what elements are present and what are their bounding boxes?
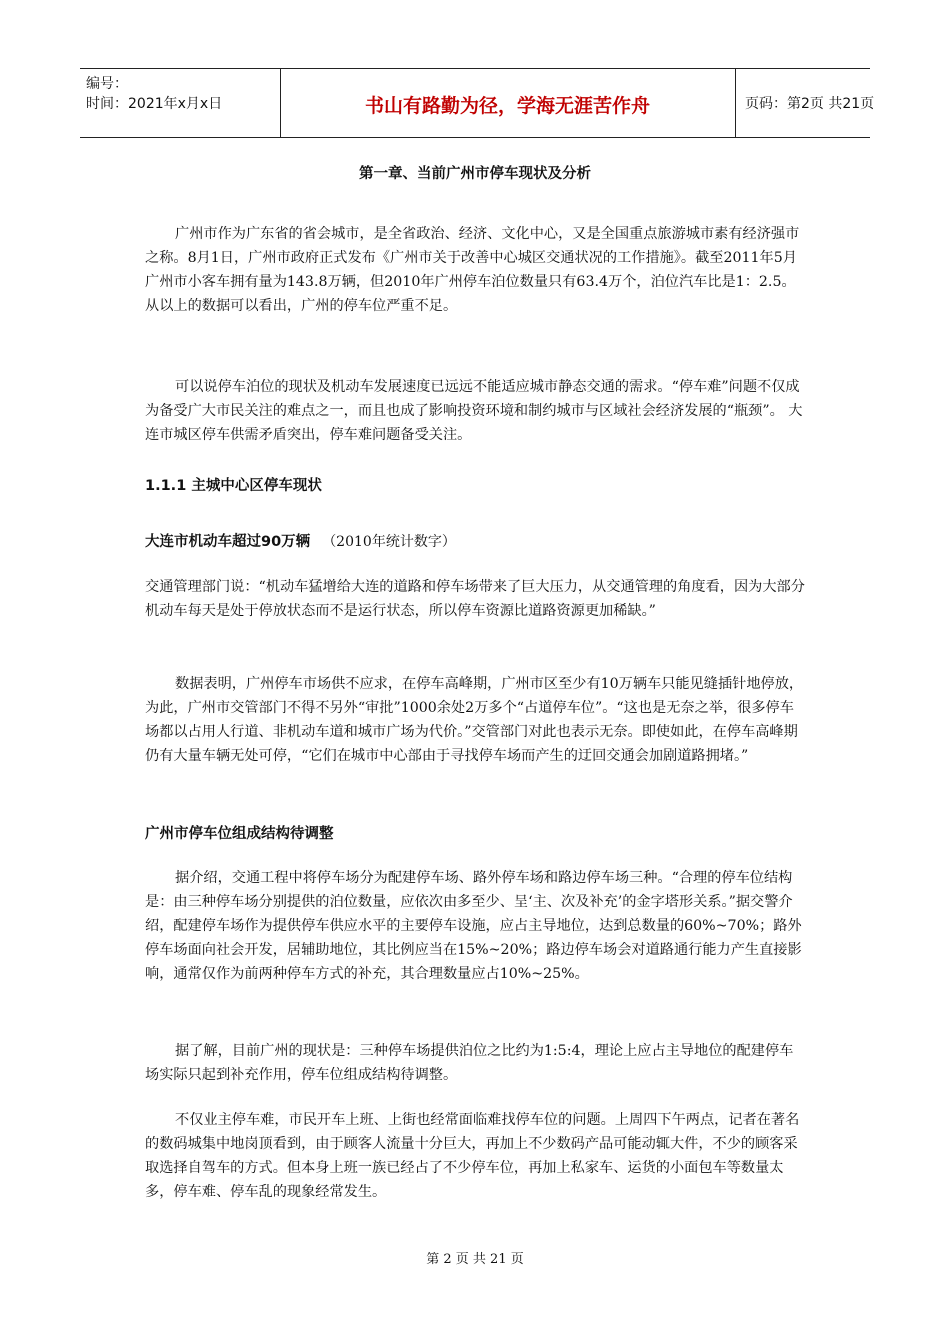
header-page-cell [735, 69, 875, 137]
paragraph-parking-types: 据介绍，交通工程中将停车场分为配建停车场、路外停车场和路边停车场三种。“合理的停车位结构是：由三种停车场分别提供的泊位数量，应依次由多至少、呈‘主、次及补充’的金字塔形关系。”据交警介绍，配建停车场作为提供停车供应水平的主要停车设施，应占主导地位，达到总数量的60%~70%；路外停车场面向社会开发，居辅助地位，其比例应当在15%~20%；路边停车场会对道路通行能力产生直接影响，通常仅作为前两种停车方式的补充，其合理数量应占10%~25%。 [145, 870, 802, 982]
subheading-parking-structure: 广州市停车位组成结构待调整 [145, 826, 334, 842]
header-meta-cell [80, 69, 281, 137]
document-number-label: 编号： [86, 76, 128, 92]
document-time-label: 时间：2021年x月x日 [86, 96, 223, 112]
document-header [80, 68, 875, 138]
chapter-title: 第一章、当前广州市停车现状及分析 [359, 166, 591, 182]
subheading-vehicle-count-text: 大连市机动车超过90万辆 [145, 534, 311, 550]
section-heading-1-1-1: 1.1.1 主城中心区停车现状 [145, 478, 322, 494]
header-motto: 书山有路勤为径，学海无涯苦作舟 [364, 95, 650, 117]
paragraph-data-shows: 数据表明，广州停车市场供不应求，在停车高峰期，广州市区至少有10万辆车只能见缝插针地停放，为此，广州市交管部门不得不另外“审批”1000余处2万多个“占道停车位”。“这也是无奈之举，很多停车场都以占用人行道、非机动车道和城市广场为代价。”交管部门对此也表示无奈。即使如此，在停车高峰期仍有大量车辆无处可停，“它们在城市中心部由于寻找停车场而产生的迂回交通会加剧道路拥堵。” [145, 676, 804, 764]
paragraph-traffic-dept-quote: 交通管理部门说：“机动车猛增给大连的道路和停车场带来了巨大压力，从交通管理的角度看，因为大部分机动车每天是处于停放状态而不是运行状态，所以停车资源比道路资源更加稀缺。” [145, 579, 805, 619]
subheading-vehicle-count [145, 530, 456, 551]
paragraph-shopping-parking: 不仅业主停车难，市民开车上班、上街也经常面临难找停车位的问题。上周四下午两点，记者在著名的数码城集中地岗顶看到，由于顾客人流量十分巨大，再加上不少数码产品可能动辄大件，不少的顾客采取选择自驾车的方式。但本身上班一族已经占了不少停车位，再加上私家车、运货的小面包车等数量太多，停车难、停车乱的现象经常发生。 [145, 1112, 800, 1200]
page-footer: 第 2 页 共 21 页 [426, 1252, 524, 1267]
subheading-vehicle-count-note: （2010年统计数字） [322, 534, 456, 550]
paragraph-intro: 广州市作为广东省的省会城市，是全省政治、经济、文化中心，又是全国重点旅游城市素有经济强市之称。8月1日，广州市政府正式发布《广州市关于改善中心城区交通状况的工作措施》。截至2011年5月广州市小客车拥有量为143.8万辆，但2010年广州停车泊位数量只有63.4万个，泊位汽车比是1：2.5。从以上的数据可以看出，广州的停车位严重不足。 [145, 226, 800, 314]
header-page-info: 页码：第2页 共21页 [745, 96, 875, 112]
paragraph-parking-demand: 可以说停车泊位的现状及机动车发展速度已远远不能适应城市静态交通的需求。“停车难”问题不仅成为备受广大市民关注的难点之一，而且也成了影响投资环境和制约城市与区域社会经济发展的“瓶颈”。 大连市城区停车供需矛盾突出，停车难问题备受关注。 [145, 379, 803, 443]
header-motto-cell [280, 69, 736, 137]
paragraph-current-ratio: 据了解，目前广州的现状是：三种停车场提供泊位之比约为1:5:4，理论上应占主导地位的配建停车场实际只起到补充作用，停车位组成结构待调整。 [145, 1043, 794, 1083]
